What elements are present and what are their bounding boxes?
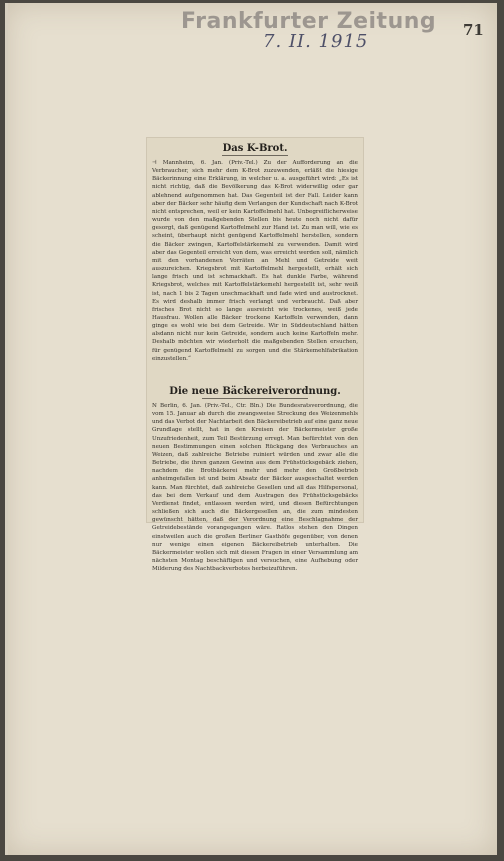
article1-body: ⊣ Mannheim, 6. Jan. (Priv.-Tel.) Zu der Aufforderung an die Verbraucher, sich mehr dem K-Brot zuzuwenden, erläßt die hiesige Bäckerinnung eine Erklärung, in welcher u. a. ausgeführt wird: „Es ist nicht richtig, daß die Bevölkerung das K-Brot widerwillig oder gar ablehnend aufgenommen hat. Das Gegenteil ist der Fall. Leider kann aber der Bäcker sehr häufig dem Verlangen der Kundschaft nach K-Brot nicht entsprechen, weil er kein Kartoffelmehl hat. Unbegreiflicherweise wurde von den maßgebenden Stellen bis heute noch nicht dafür gesorgt, daß genügend Kartoffelmehl zur Hand ist. Zu man will, wie es scheint, überhaupt nicht genügend Kartoffelmehl herstellen, sondern die Bäcker zwingen, Kartoffelstärkemehl zu verwenden. Damit wird aber das Gegenteil erreicht von dem, was erreicht werden soll, nämlich mit den vorhandenen Vorräten an Mehl und Getreide weit auszureichen. Kriegsbrot mit Kartoffelmehl hergestellt, erhält sich lange frisch und ist schmackhaft. Es hat dunkle Farbe, während Kriegsbrot, welches mit Kartoffelstärkemehl hergestellt ist, sehr weiß ist, nach 1 bis 2 Tagen unschmackhaft und fade wird und austrocknet. Es wird deshalb immer frisch verlangt und verbraucht. Daß aber frisches Brot nicht so lange ausreicht wie trockenes, weiß jede Hausfrau. Wollen alle Bäcker trockene Kartoffeln verwenden, dann ginge es wohl wie bei dem Getreide. Wir in Süddeutschland hätten alsdann nicht nur kein Getreide, sondern auch keine Kartoffeln mehr. Deshalb möchten wir wiederholt die maßgebenden Stellen ersuchen, für genügend Kartoffelmehl zu sorgen und die Stärkemehlfabrikation einzustellen.“ — [152, 160, 358, 362]
article1-title: Das K-Brot. — [222, 143, 288, 154]
handwritten-date: 7. II. 1915 — [263, 31, 369, 52]
article2-body: N Berlin, 6. Jan. (Priv.-Tel., Ctr. Bln.) Die Bundesratsverordnung, die vom 15. Januar ab durch die zwangsweise Streckung des Weizenmehls und das Verbot der Nachtarbeit den Bäckereibetrieb auf eine ganz neue Grundlage stellt, hat in den Kreisen der Bäckermeister große Unzufriedenheit, zum Teil Bestürzung erregt. Man befürchtet von den neuen Bestimmungen einen solchen Rückgang des Verbrauches an Weizen, daß zahlreiche Betriebe ruiniert würden und zwar alle die Betriebe, die ihren ganzen Gewinn aus dem Frühstücksgebäck ziehen, nachdem die Brotbäckerei mehr und mehr den Großbetrieb anheimgefallen ist und beim Absatz der Bäcker ausgeschaltet werden kann. Man fürchtet, daß zahlreiche Gesellen und all das Hilfspersonal, das bei dem Verkauf und dem Austragen des Frühstücksgebäcks Verdienst findet, entlassen werden wird, und diesen Befürchtungen schließen sich auch die Bäckergesellen an, die zum mindesten gewünscht hätten, daß der Verordnung eine Beschlagnahme der Getreidebestände vorangegangen wäre. Ratlos stehen den Dingen einstweilen auch die großen Berliner Gasthöfe gegenüber, von denen nur wenige einen eigenen Bäckereibetrieb unterhalten. Die Bäckermeister wollen sich mit diesen Fragen in einer Versammlung am nächsten Montag beschäftigen und versuchen, eine Aufhebung oder Milderung des Nachtbackverbotes herbeizuführen. — [152, 403, 358, 573]
page-number: 71 — [463, 21, 484, 39]
article2-title: Die neue Bäckereiverordnung. — [169, 386, 341, 397]
newspaper-stamp: Frankfurter Zeitung — [181, 9, 437, 34]
title-rule — [202, 398, 308, 399]
archive-page — [5, 3, 497, 855]
title-rule — [222, 155, 288, 156]
newspaper-clipping — [146, 137, 364, 573]
page-edge — [5, 3, 8, 855]
